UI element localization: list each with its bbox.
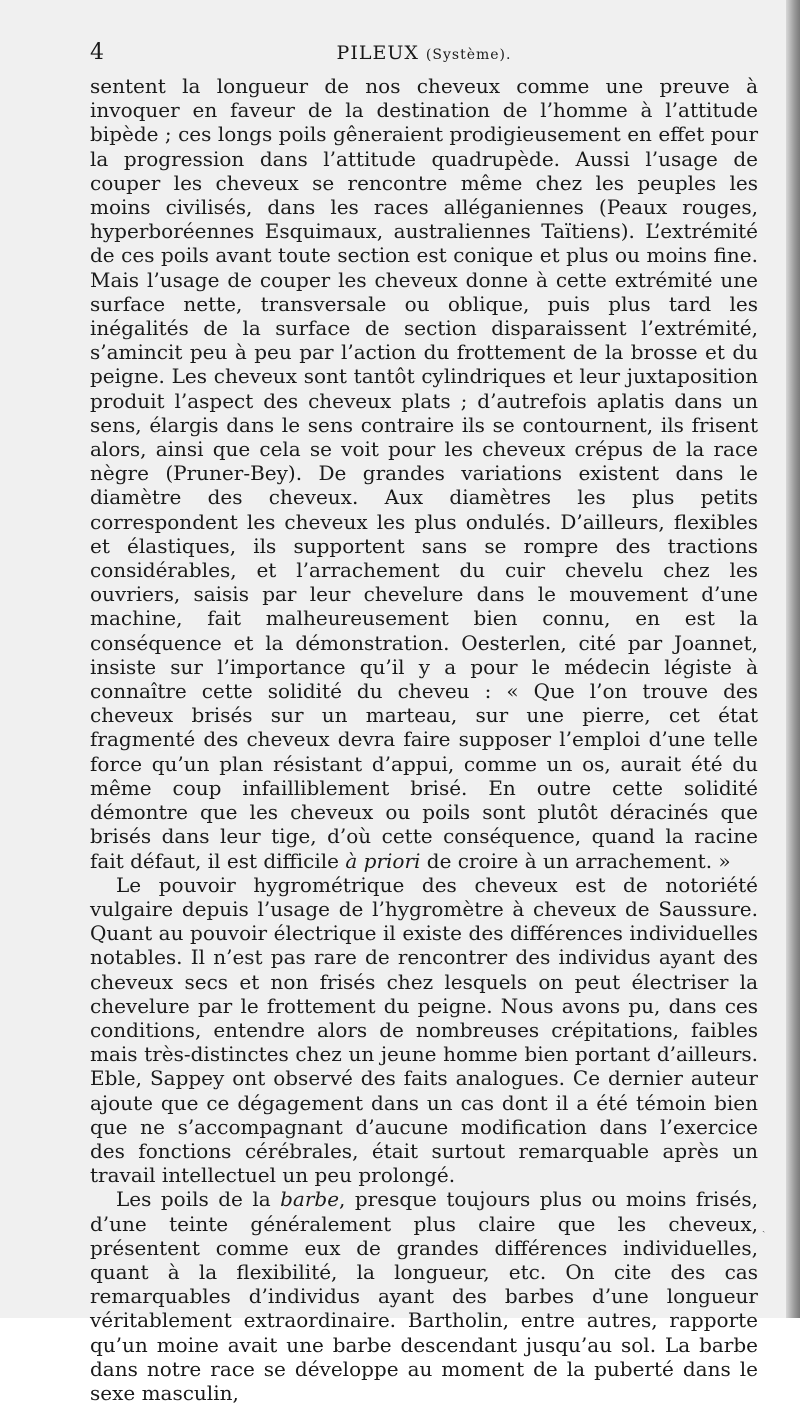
paragraph-text: de croire à un arrachement. » xyxy=(420,848,731,873)
print-mark: ˏ xyxy=(762,1222,766,1233)
page-edge-shadow xyxy=(786,0,800,1318)
paragraph-text: , presque toujours plus ou moins frisés, d’une teinte généralement plus claire que les cheveux, présentent comme eux de grandes différences individuelles, quant à la flexibilité, la longueur, etc. On cite des cas remarquables d’individus ayant des barbes d’une longueur véritablement extraordinaire. Bartholin, entre autres, rapporte qu’un moine avait une barbe descendant jusqu’au sol. La barbe dans notre race se développe au moment de la puberté dans le sexe masculin, xyxy=(90,1187,758,1405)
italic-term: à priori xyxy=(345,848,421,873)
paragraph-beard xyxy=(90,1187,758,1405)
paragraph-hair-length xyxy=(90,74,758,873)
running-title-sub: (Système). xyxy=(425,47,512,63)
paragraph-hygrometric xyxy=(90,873,758,1188)
page-number: 4 xyxy=(90,40,104,65)
running-title-main: PILEUX xyxy=(336,42,419,64)
paragraph-text: sentent la longueur de nos cheveux comme une preuve à invoquer en faveur de la destination de l’homme à l’attitude bipède ; ces longs poils gêneraient prodigieusement en effet pour la progression dans l’attitude quadrupède. Aussi l’usage de couper les cheveux se rencontre même chez les peuples les moins civilisés, dans les races alléganiennes (Peaux rouges, hyperboréennes Esquimaux, australiennes Taïtiens). L’extrémité de ces poils avant toute section est conique et plus ou moins fine. Mais l’usage de couper les cheveux donne à cette extrémité une surface nette, transversale ou oblique, puis plus tard les inégalités de la surface de section disparaissent l’extrémité, s’amincit peu à peu par l’action du frottement de la brosse et du peigne. Les cheveux sont tantôt cylindriques et leur juxtaposition produit l’aspect des cheveux plats ; d’autrefois aplatis dans un sens, élargis dans le sens contraire ils se contournent, ils frisent alors, ainsi que cela se voit pour les cheveux crépus de la race nègre (Pruner-Bey). De grandes variations existent dans le diamètre des cheveux. Aux diamètres les plus petits correspondent les cheveux les plus ondulés. D’ailleurs, flexibles et élastiques, ils supportent sans se rompre des tractions considérables, et l’arrachement du cuir chevelu chez les ouvriers, saisis par leur chevelure dans le mouvement d’une machine, fait malheureusement bien connu, en est la conséquence et la démonstration. Oesterlen, cité par Joannet, insiste sur l’importance qu’il y a pour le médecin légiste à connaître cette solidité du cheveu : « Que l’on trouve des cheveux brisés sur un marteau, sur une pierre, cet état fragmenté des cheveux devra faire supposer l’emploi d’une telle force qu’un plan résistant d’appui, comme un os, aurait été du même coup infailliblement brisé. En outre cette solidité démontre que les cheveux ou poils sont plutôt déracinés que brisés dans leur tige, d’où cette conséquence, quand la racine fait défaut, il est difficile xyxy=(90,74,758,873)
paragraph-text: Le pouvoir hygrométrique des cheveux est de notoriété vulgaire depuis l’usage de l’hygromètre à cheveux de Saussure. Quant au pouvoir électrique il existe des différences individuelles notables. Il n’est pas rare de rencontrer des individus ayant des cheveux secs et non frisés chez lesquels on peut électriser la chevelure par le frottement du peigne. Nous avons pu, dans ces conditions, entendre alors de nombreuses crépitations, faibles mais très-distinctes chez un jeune homme bien portant d’ailleurs. Eble, Sappey ont observé des faits analogues. Ce dernier auteur ajoute que ce dégagement dans un cas dont il a été témoin bien que ne s’accompagnant d’aucune modification dans l’exercice des fonctions cérébrales, était surtout remarquable après un travail intellectuel un peu prolongé. xyxy=(90,872,758,1188)
italic-term: barbe xyxy=(280,1187,340,1212)
body-text xyxy=(90,74,758,1405)
running-header xyxy=(90,38,758,68)
paragraph-text: Les poils de la xyxy=(116,1187,281,1212)
running-title xyxy=(90,38,758,70)
